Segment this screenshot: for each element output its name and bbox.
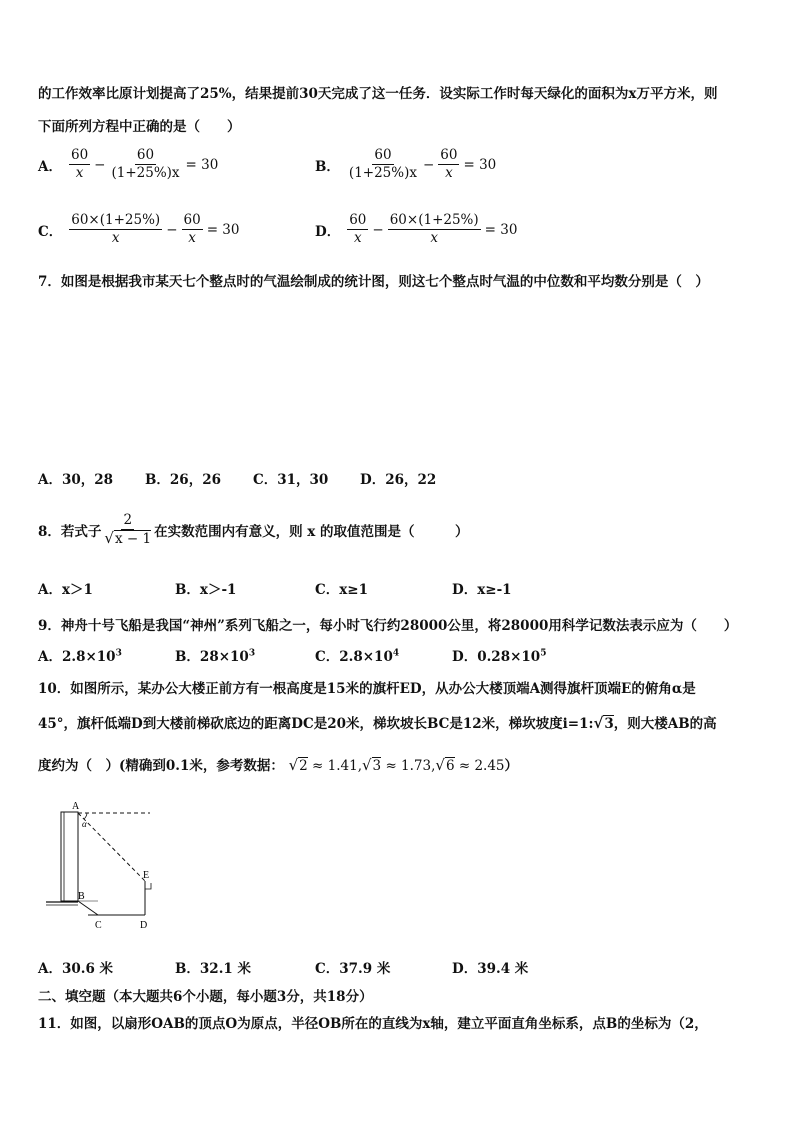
q10-figure (40, 795, 170, 935)
q7-stem: 7．如图是根据我市某天七个整点时的气温绘制成的统计图，则这七个整点时气温的中位数和平均数分别是（ ） (38, 274, 709, 290)
q10-option-a: A．30.6 米 (38, 961, 114, 977)
q8-option-d: D．x≥-1 (452, 582, 512, 598)
q10-line3: 度约为（ ）(精确到0.1米，参考数据： √2 ≈ 1.41,√3 ≈ 1.73,√6 ≈ 2.45） (38, 756, 519, 774)
q10-line2: 45°，旗杆低端D到大楼前梯砍底边的距离DC是20米，梯坎坡长BC是12米，梯坎坡度i=1:√3，则大楼AB的高 (38, 714, 717, 732)
q8-option-b: B．x＞-1 (175, 582, 237, 598)
section-heading: 二、填空题（本大题共6个小题，每小题3分，共18分） (38, 989, 373, 1005)
q11-stem: 11．如图，以扇形OAB的顶点O为原点，半径OB所在的直线为x轴，建立平面直角坐标系，点B的坐标为（2， (38, 1016, 708, 1032)
q10-option-d: D．39.4 米 (452, 961, 529, 977)
label-c: C (95, 920, 102, 931)
q8-option-c: C．x≥1 (315, 582, 368, 598)
q6-line1: 的工作效率比原计划提高了25%，结果提前30天完成了这一任务．设实际工作时每天绿化的面积为x万平方米，则 (38, 86, 718, 102)
label-e: E (143, 870, 150, 881)
label-alpha: α (82, 819, 87, 829)
q10-option-b: B．32.1 米 (175, 961, 251, 977)
sight-line-ae (78, 813, 145, 881)
q9-option-d: D．$0.28\times 10^5$ (452, 648, 547, 665)
q7-option-c: C．31，30 (253, 472, 329, 488)
q6-option-c: C． $\frac{60\times(1+25\%)}{x}$ − $\frac{60}{x}$ = 30 (38, 212, 240, 246)
q6-option-d: D． $\frac{60}{x}$ − $\frac{60\times(1+25\%)}{x}$ = 30 (315, 212, 518, 246)
q8-option-a: A．x＞1 (38, 582, 93, 598)
q6-option-a: A． $\frac{60}{x}$ − $\frac{60}{(1+25\%)x}$ = 30 (38, 147, 219, 181)
q7-option-d: D．26，22 (360, 472, 437, 488)
q10-option-c: C．37.9 米 (315, 961, 391, 977)
slope-bc (78, 901, 98, 915)
q6-line2: 下面所列方程中正确的是（ ） (38, 119, 241, 135)
q9-option-b: B．$28\times 10^3$ (175, 648, 256, 665)
label-b: B (78, 891, 85, 902)
building-ab (61, 812, 78, 901)
q10-line1: 10．如图所示，某办公大楼正前方有一根高度是15米的旗杆ED，从办公大楼顶端A测得旗杆顶端E的俯角α是 (38, 681, 696, 697)
q6-option-b: B． $\frac{60}{(1+25\%)x}$ − $\frac{60}{x}$ = 30 (315, 147, 497, 181)
q7-option-b: B．26，26 (145, 472, 221, 488)
q9-option-c: C．$2.8\times 10^4$ (315, 648, 400, 665)
q9-option-a: A．$2.8\times 10^3$ (38, 648, 122, 665)
q8-stem: 8．若式子 $\frac{2}{√x - 1}$ 在实数范围内有意义，则 x 的取值范围是（ ） (38, 512, 469, 547)
label-d: D (140, 920, 148, 931)
q9-stem: 9．神舟十号飞船是我国“神州”系列飞船之一，每小时飞行约28000公里，将28000用科学记数法表示应为（ ） (38, 618, 738, 634)
label-a: A (72, 801, 80, 812)
q7-option-a: A．30，28 (38, 472, 114, 488)
